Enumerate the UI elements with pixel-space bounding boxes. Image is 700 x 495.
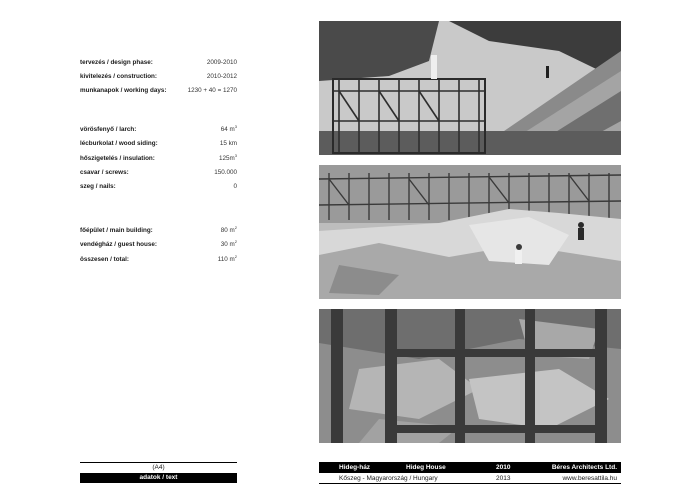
spec-label: vendégház / guest house:: [80, 241, 157, 248]
spec-guest-house: [80, 240, 237, 250]
project-name-hu: Hideg-ház: [339, 464, 371, 471]
project-location: Kőszeg - Magyarország / Hungary: [339, 475, 438, 482]
spec-working-days: [80, 86, 237, 96]
spec-screws: [80, 168, 237, 178]
spec-construction: [80, 72, 237, 82]
spec-label: hőszigetelés / insulation:: [80, 155, 155, 162]
spec-label: összesen / total:: [80, 256, 129, 263]
spec-value: 64 $m^3$: [220, 124, 237, 133]
spec-value: 150.000: [214, 169, 237, 176]
website-link[interactable]: www.beresattila.hu: [562, 475, 617, 482]
spec-label: főépület / main building:: [80, 227, 153, 234]
spec-design-phase: [80, 58, 237, 68]
project-name-en: Hideg House: [406, 464, 446, 471]
spec-value: 30 $m^2$: [220, 239, 237, 248]
spec-value: 110 $m^2$: [217, 254, 237, 263]
spec-larch: [80, 125, 237, 135]
spec-label: lécburkolat / wood siding:: [80, 140, 158, 147]
photo-timber-rockface: [319, 309, 621, 443]
photo-hillside-frame: [319, 21, 621, 155]
photo-rock-workers: [319, 165, 621, 299]
spec-value: $125m^3$: [219, 153, 237, 162]
publication-year: 2013: [496, 475, 511, 482]
spec-value: 80 $m^2$: [220, 225, 237, 234]
spec-value: 0: [233, 183, 237, 190]
spec-label: munkanapok / working days:: [80, 87, 167, 94]
project-title-bar: [319, 462, 621, 473]
spec-main-building: [80, 226, 237, 236]
spec-nails: [80, 182, 237, 192]
project-year: 2010: [496, 464, 511, 471]
project-info-row: [319, 473, 621, 484]
spec-value: 1230 + 40 = 1270: [187, 87, 237, 94]
spec-label: szeg / nails:: [80, 183, 116, 190]
spec-wood-siding: [80, 139, 237, 149]
spec-value: 2009-2010: [206, 59, 237, 66]
page-format-label: (A4): [152, 464, 165, 471]
section-label: adatok / text: [80, 473, 237, 483]
footer-right: [319, 462, 621, 484]
spec-value: 15 km: [219, 140, 237, 147]
spec-insulation: [80, 154, 237, 164]
footer-left: [80, 462, 237, 483]
spec-label: kivitelezés / construction:: [80, 73, 157, 80]
spec-label: vörösfenyő / larch:: [80, 126, 137, 133]
spec-value: 2010-2012: [206, 73, 237, 80]
spec-label: csavar / screws:: [80, 169, 129, 176]
spec-label: tervezés / design phase:: [80, 59, 153, 66]
spec-total: [80, 255, 237, 265]
firm-name: Béres Architects Ltd.: [551, 464, 617, 471]
